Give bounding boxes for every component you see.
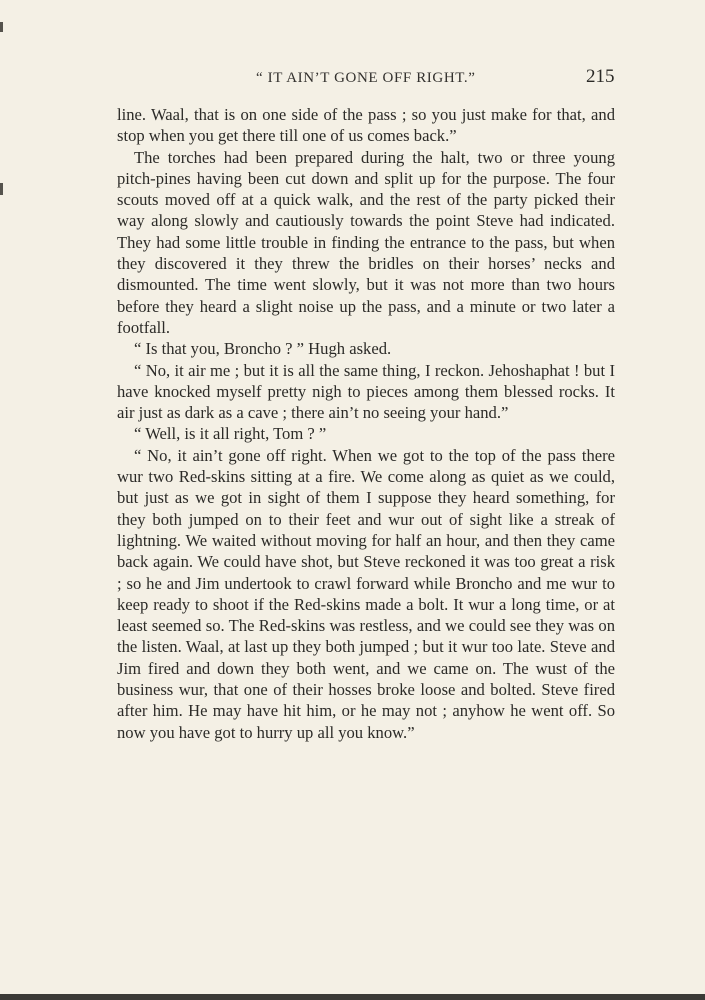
page-bottom-edge bbox=[0, 994, 705, 1000]
body-text bbox=[117, 104, 615, 743]
paragraph: “ No, it ain’t gone off right. When we got to the top of the pass there wur two Red-skins sitting at a fire. We come along as quiet as we could, but just as we got in sight of them I suppose they heard something, for they both jumped on to their feet and wur out of sight like a streak of lightning. We waited without moving for half an hour, and then they came back again. We could have shot, but Steve reckoned it was too great a risk ; so he and Jim undertook to crawl forward while Broncho and me wur to keep ready to shoot if the Red-skins made a bolt. It wur a long time, or at least seemed so. The Red-skins was restless, and we could see they was on the listen. Waal, at last up they both jumped ; but it wur too late. Steve and Jim fired and down they both went, and we came on. The wust of the business wur, that one of their hosses broke loose and bolted. Steve fired after him. He may have hit him, or he may not ; anyhow he went off. So now you have got to hurry up all you know.” bbox=[117, 445, 615, 742]
paragraph: line. Waal, that is on one side of the pass ; so you just make for that, and stop when you get there till one of us comes back.” bbox=[117, 105, 615, 146]
page-number: 215 bbox=[586, 66, 615, 87]
paragraph: “ Is that you, Broncho ? ” Hugh asked. bbox=[134, 339, 392, 359]
paragraph: The torches had been prepared during the halt, two or three young pitch-pines having been cut down and split up for the purpose. The four scouts moved off at a quick walk, and the rest of the party picked their way along slowly and cautiously towards the point Steve had indicated. They had some little trouble in finding the entrance to the pass, but when they discovered it they threw the bridles on their horses’ necks and dismounted. The time went slowly, but it was not more than two hours before they heard a slight noise up the pass, and a minute or two later a footfall. bbox=[117, 147, 615, 337]
running-title: “ IT AIN’T GONE OFF RIGHT.” bbox=[256, 70, 476, 86]
page-header bbox=[0, 64, 705, 92]
margin-mark bbox=[0, 22, 3, 32]
margin-mark bbox=[0, 183, 3, 195]
paragraph: “ No, it air me ; but it is all the same thing, I reckon. Jehoshaphat ! but I have knocked myself pretty nigh to pieces among them blessed rocks. It air just as dark as a cave ; there ain’t no seeing your hand.” bbox=[117, 360, 615, 423]
paragraph: “ Well, is it all right, Tom ? ” bbox=[134, 424, 327, 444]
